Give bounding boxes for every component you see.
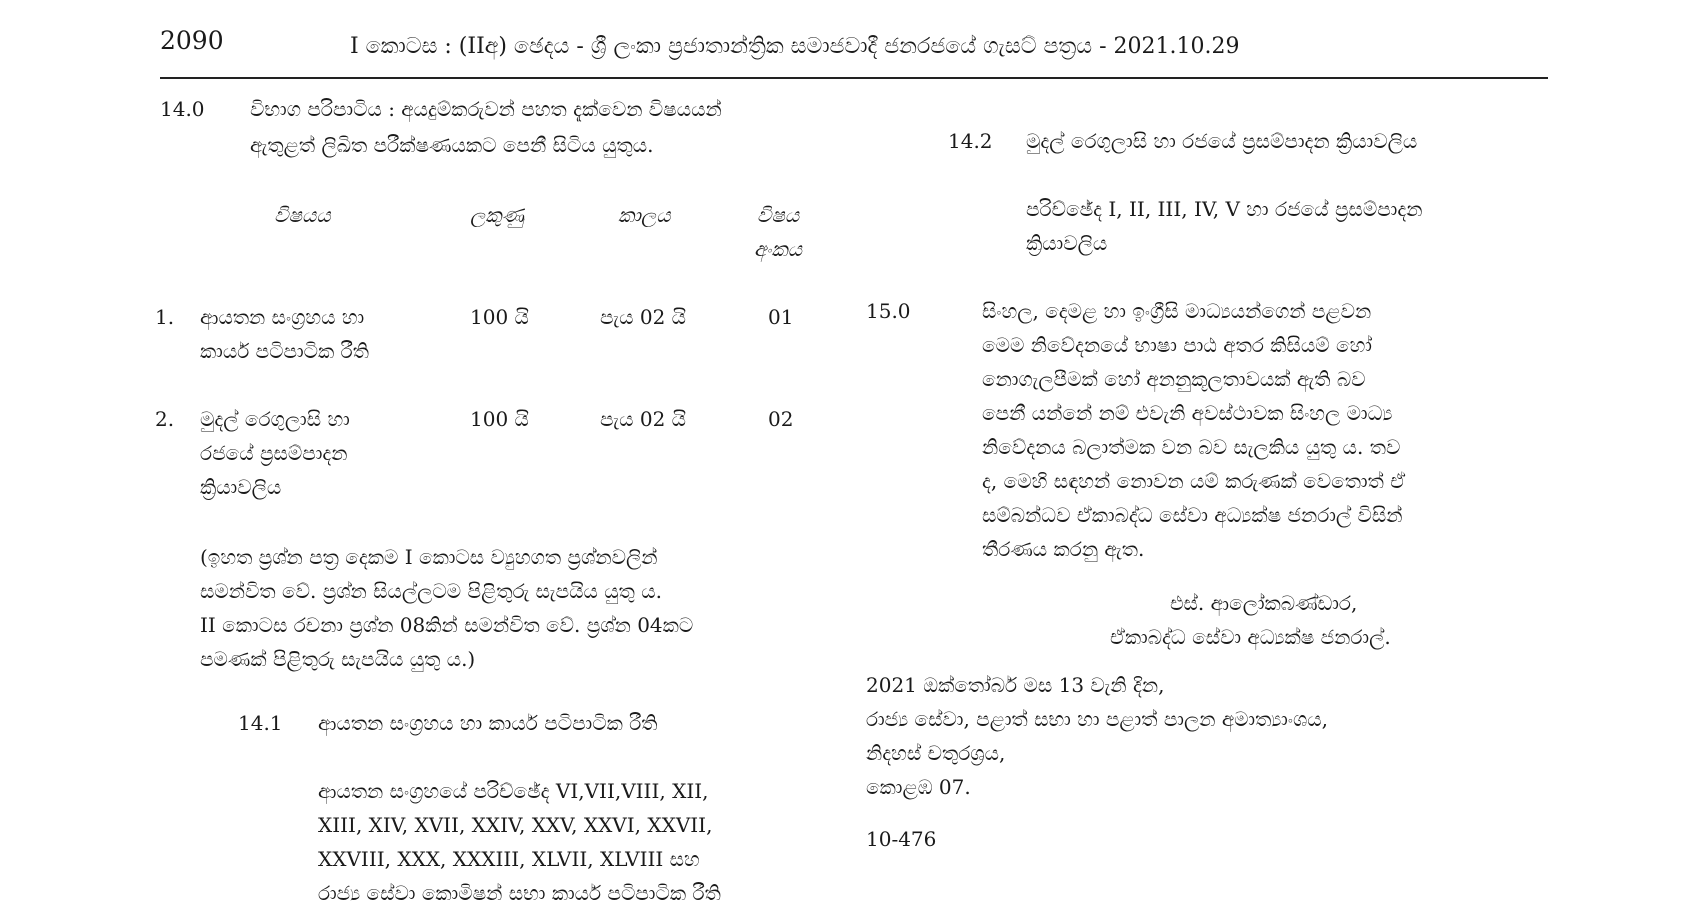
- section-number-14-2: 14.2: [948, 129, 993, 153]
- address-line: 2021 ඔක්තෝබර් මස 13 වැනි දින,: [866, 673, 1165, 697]
- section-14-1-title: ආයතන සංග්‍රහය හා කාර්ය පටිපාටික රීති: [318, 711, 658, 735]
- page-number: 2090: [160, 26, 224, 55]
- table-row-code: 02: [768, 407, 794, 431]
- signatory-title: ඒකාබද්ධ සේවා අධ්‍යක්ෂ ජනරාල්.: [1110, 625, 1391, 649]
- address-line: කොළඹ 07.: [866, 775, 971, 799]
- table-row-number: 1.: [155, 305, 175, 329]
- section-14-1-line: XIII, XIV, XVII, XXIV, XXV, XXVI, XXVII,: [318, 813, 713, 837]
- table-header-subject: විෂයය: [274, 203, 331, 227]
- exam-note-line: පමණක් පිළිතුරු සැපයිය යුතු ය.): [200, 647, 476, 671]
- address-line: නිදහස් චතුරශ්‍රය,: [866, 741, 1006, 765]
- section-14-1-line: XXVIII, XXX, XXXIII, XLVII, XLVIII සහ: [318, 847, 700, 871]
- section-15-0-line: සිංහල, දෙමළ හා ඉංග්‍රීසි මාධ්‍යයන්ගෙන් පළවන: [982, 299, 1372, 323]
- table-row-subject: ක්‍රියාවලිය: [200, 475, 282, 499]
- table-header-code: අංකය: [753, 237, 803, 261]
- section-15-0-line: පෙනී යන්නේ නම් එවැනි අවස්ථාවක සිංහල මාධ්‍ය: [982, 401, 1393, 425]
- section-14-2-title: මුදල් රෙගුලාසි හා රජයේ ප්‍රසම්පාදන ක්‍රියාවලිය: [1026, 129, 1418, 153]
- section-15-0-line: ද, මෙහි සඳහන් නොවන යම් කරුණක් වෙතොත් ඒ: [982, 469, 1406, 493]
- section-14-2-line: ක්‍රියාවලිය: [1026, 231, 1108, 255]
- section-14-2-line: පරිච්ඡේද I, II, III, IV, V හා රජයේ ප්‍රසම්පාදන: [1026, 197, 1423, 221]
- section-number-14-0: 14.0: [160, 97, 205, 121]
- table-header-duration: කාලය: [618, 203, 671, 227]
- section-number-14-1: 14.1: [238, 711, 283, 735]
- table-row-subject: රජයේ ප්‍රසම්පාදන: [200, 441, 348, 465]
- section-15-0-line: නිවේදනය බලාත්මක වන බව සැලකිය යුතු ය. තව: [982, 435, 1401, 459]
- section-number-15-0: 15.0: [866, 299, 911, 323]
- section-15-0-line: සම්බන්ධව ඒකාබද්ධ සේවා අධ්‍යක්ෂ ජනරාල් විසින්: [982, 503, 1403, 527]
- gazette-header-title: I කොටස : (IIඅ) ඡෙදය - ශ්‍රී ලංකා ප්‍රජාතාන්ත්‍රික සමාජවාදී ජනරජයේ ගැසට් පත්‍රය - 2021.10.29: [350, 34, 1240, 59]
- header-divider: [160, 77, 1548, 79]
- table-row-subject: කාර්ය පටිපාටික රීති: [200, 339, 369, 363]
- reference-number: 10-476: [866, 827, 937, 851]
- table-row-subject: ආයතන සංග්‍රහය හා: [200, 305, 365, 329]
- table-row-marks: 100 යි: [470, 305, 529, 329]
- table-row-marks: 100 යි: [470, 407, 529, 431]
- section-15-0-line: නොගැලපීමක් හෝ අනනුකූලතාවයක් ඇති බව: [982, 367, 1366, 391]
- exam-note-line: සමන්විත වේ. ප්‍රශ්න සියල්ලටම පිළිතුරු සැපයිය යුතු ය.: [200, 579, 662, 603]
- section-14-0-line: විභාග පරිපාටිය : අයදුම්කරුවන් පහත දැක්වෙන විෂයයන්: [250, 97, 722, 121]
- signatory-name: එස්. ආලෝකබණ්ඩාර,: [1170, 591, 1358, 615]
- section-15-0-line: තීරණය කරනු ඇත.: [982, 537, 1145, 561]
- table-row-subject: මුදල් රෙගුලාසි හා: [200, 407, 350, 431]
- section-14-1-line: රාජ්‍ය සේවා කොමිෂන් සභා කාර්ය පටිපාටික රීති: [318, 881, 721, 905]
- section-15-0-line: මෙම නිවේදනයේ භාෂා පාඨ අතර කිසියම් හෝ: [982, 333, 1372, 357]
- table-row-number: 2.: [155, 407, 175, 431]
- section-14-1-line: ආයතන සංග්‍රහයේ පරිච්ඡේද VI,VII,VIII, XII,: [318, 779, 709, 803]
- table-header-marks: ලකුණු: [470, 203, 524, 227]
- table-header-code: විෂය: [756, 203, 800, 227]
- address-line: රාජ්‍ය සේවා, පළාත් සභා හා පළාත් පාලන අමාත්‍යාංශය,: [866, 707, 1328, 731]
- table-row-duration: පැය 02 යි: [600, 407, 687, 431]
- exam-note-line: (ඉහත ප්‍රශ්න පත්‍ර දෙකම I කොටස ව්‍යුහගත ප්‍රශ්නවලින්: [200, 545, 658, 569]
- section-14-0-line: ඇතුළත් ලිඛිත පරීක්ෂණයකට පෙනී සිටිය යුතුය.: [250, 133, 654, 157]
- table-row-code: 01: [768, 305, 794, 329]
- table-row-duration: පැය 02 යි: [600, 305, 687, 329]
- exam-note-line: II කොටස රචනා ප්‍රශ්න 08කින් සමන්විත වේ. ප්‍රශ්න 04කට: [200, 613, 694, 637]
